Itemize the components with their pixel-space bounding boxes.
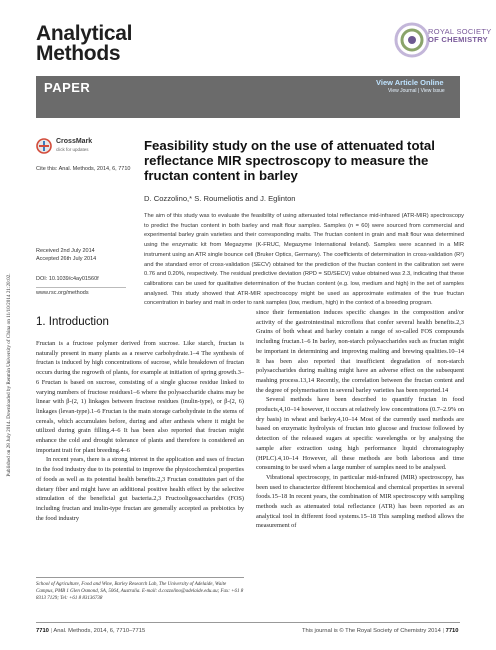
journal-title	[36, 24, 132, 64]
journal-issue-links[interactable]: View Journal | View Issue	[388, 88, 445, 94]
article-type-label: PAPER	[44, 80, 91, 95]
download-stamp: Published on 28 July 2014. Downloaded by Renmin University of China on 11/10/2014 21:20:02.	[6, 273, 12, 477]
crossmark-icon	[36, 138, 52, 154]
footnote-divider	[36, 577, 244, 578]
column-right	[256, 308, 464, 531]
footer-copyright: This journal is © The Royal Society of Chemistry 2014 | 7710	[302, 628, 459, 634]
column-left	[36, 339, 244, 523]
received-date: Received 2nd July 2014	[36, 248, 95, 254]
publisher-name: ROYAL SOCIETY OF CHEMISTRY	[428, 27, 492, 44]
article-title: Feasibility study on the use of attenuated total reflectance MIR spectroscopy to measure the fructan content in barley	[144, 138, 435, 183]
divider	[36, 287, 126, 288]
paragraph: In recent years, there is a strong interest in the application and uses of fructan in the food industry due to its potential to improve the physicochemical properties of foods as well as its potential health benefits.2,3 Fructan constitutes part of the dietary fiber and might have an additional positive health effect by the selective stimulation of the beneficial gut bacteria.2,3 Fructooligosaccharides (FOS) including fructan and inulin-type fructan are generally accepted as prebiotics by the food industry	[36, 456, 244, 522]
paragraph: since their fermentation induces specific changes in the composition and/or activity of the gastrointestinal microflora that confer several health benefits.2,3 Grains of both wheat and barley contain a range of so-called FOS compounds including fructan.1–6 In barley, non-starch polysaccharides such as fructan might be important in determining and improving malting and brewing qualities.10–14 It has been also reported that insufficient degradation of non-starch polysaccharides during malting might have an adverse effect on the subsequent mashing process.13,14 Recently, the correlation between the fructan content and the degree of polymerisation in several barley varieties has been reported.14	[256, 309, 464, 394]
paragraph: Vibrational spectroscopy, in particular mid-infrared (MIR) spectroscopy, has been used to characterize different biochemical and chemical properties in several foods.15–18 In recent years, the combination of MIR spectroscopy with sampling methods such as attenuated total reflectance (ATR) has been reported as an analytical tool in different food systems.15–18 This sampling method allows the measurement of	[256, 473, 464, 530]
crossmark-sublabel: click for updates	[56, 147, 89, 152]
journal-website[interactable]: www.rsc.org/methods	[36, 290, 89, 296]
paragraph: Several methods have been described to quantify fructan in food products,4,10–14 however, it occurs at relatively low concentrations (0.7–2.9% on dry basis) in wheat and barley.4,10–14 Most of the currently used methods are based on enzymatic hydrolysis of fructan into glucose and fructose followed by detection of the released sugars at specific wavelengths or by analysing the sample after extraction using high performance liquid chromatography (HPLC).4,10–14 However, all these methods are both laborious and time consuming to be used when a large number of samples need to be analysed.	[256, 396, 464, 472]
paragraph: Fructan is a fructose polymer derived from sucrose. Like starch, fructan is naturally present in many plants as a reserve carbohydrate.1–4 The synthesis of fructan is induced by high concentrations of sucrose, while breakdown of fructan occurs during the regrowth of plants, for example at initiation of spring growth.3–6 Fructan is based on sucrose, consisting of a single glucose residue linked to varying numbers of fructose residues1–6 where the polysaccharide chains may be linear with β-(2, 1) linkages between fructose residues (inulin-type), or β-(2, 6) linkages (levan-type).1–6 Fructan is the main storage carbohydrate in the stems of cereals, which accumulates before, during and after anthesis where it might be utilized during grain filling.4–6 It has been also reported that fructan might enhance the cold and drought tolerance of plants and therefore is considered an important trait for plant breeding.4–6	[36, 340, 244, 454]
footer-divider	[36, 622, 460, 623]
abstract: The aim of this study was to evaluate the feasibility of using attenuated total reflectance mid-infrared (ATR-MIR) spectroscopy to predict the fructan content in both barley and malt flour samples. Samples (n = 60) were sourced from commercial and experimental barley grain varieties and their corresponding malts. The fructan content in grain and malt flour was determined using the enzymatic kit from Megazyme (K-FRUC, Megazyme International Ireland). Samples were scanned in a MIR instrument using an ATR single bounce cell (Bruker Optics, Germany). The coefficients of determination in cross-validation (R²) and the standard error of cross-validation (SECV) obtained for the prediction of the fructan content in the calibration set were 0.76 and 0.20%, respectively. The residual predictive deviation (RPD = SD/SECV) value obtained was 2.3, indicating that these calibrations can be used for qualitative determination of the fructan content (e.g. low, medium and high) in the set of samples analysed. This study showed that ATR-MIR spectroscopy might be used as approximate estimates of the true fructan concentration in barley and malt in order to rank samples (low, medium, high) in the context of a breeding program.	[144, 213, 464, 307]
author-affiliation: School of Agriculture, Food and Wine, Barley Research Lab, The University of Adelaide, Waite Campus, PMB 1 Glen Osmond, SA, 5064, Australia. E-mail: d.cozzolino@adelaide.edu.au; Fax: +61 8 8313 7129; Tel: +61 8 83136738	[36, 582, 244, 601]
crossmark-label: CrossMark	[56, 138, 93, 145]
page-number: 7710	[36, 628, 49, 634]
journal-title-line1: Analytical	[36, 22, 133, 45]
doi[interactable]: DOI: 10.1039/c4ay01560f	[36, 276, 99, 282]
authors: D. Cozzolino,* S. Roumeliotis and J. Eglinton	[144, 194, 296, 203]
crossmark-badge[interactable]	[36, 138, 106, 158]
section-heading-introduction: 1. Introduction	[36, 316, 109, 328]
article-dates	[36, 247, 96, 263]
view-online-link[interactable]: View Article Online	[376, 78, 444, 87]
page-number: 7710	[445, 628, 459, 634]
footer-journal-ref: Anal. Methods, 2014, 6, 7710–7715	[53, 628, 146, 634]
accepted-date: Accepted 26th July 2014	[36, 256, 97, 262]
citation: Cite this: Anal. Methods, 2014, 6, 7710	[36, 166, 131, 172]
footer-citation: 7710 | Anal. Methods, 2014, 6, 7710–7715	[36, 628, 146, 634]
journal-title-line2: Methods	[36, 42, 121, 65]
